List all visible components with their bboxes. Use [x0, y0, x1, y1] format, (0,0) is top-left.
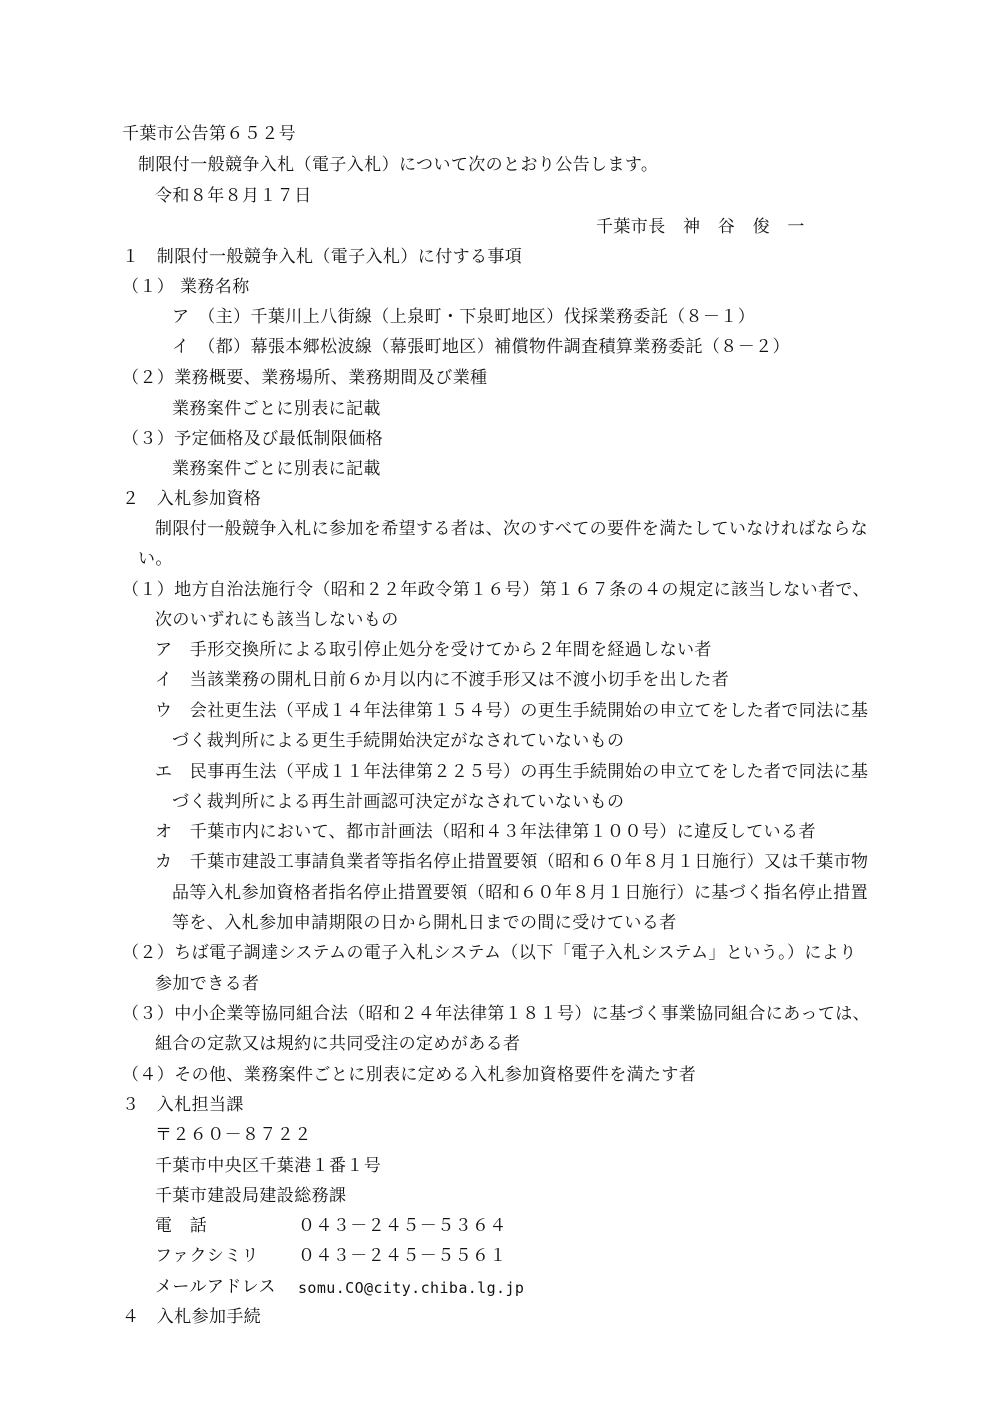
business-name-item-i: イ （都）幕張本郷松波線（幕張町地区）補償物件調査積算業務委託（８－２） [172, 337, 790, 357]
section1-sub2-body: 業務案件ごとに別表に記載 [172, 399, 381, 419]
disqualification-u-line1: ウ 会社更生法（平成１４年法律第１５４号）の更生手続開始の申立てをした者で同法に基 [155, 701, 869, 721]
disqualification-ka-line1: カ 千葉市建設工事請負業者等指名停止措置要領（昭和６０年８月１日施行）又は千葉市物 [155, 852, 869, 872]
section2-heading: ２ 入札参加資格 [122, 489, 262, 509]
phone-label: 電 話 [155, 1216, 208, 1236]
qualification-item2-line1: （２）ちば電子調達システムの電子入札システム（以下「電子入札システム」という。）により [122, 943, 857, 963]
phone-number: ０４３－２４５－５３６４ [298, 1216, 507, 1236]
notice-signatory: 千葉市長 神 谷 俊 一 [596, 217, 805, 237]
notice-lead: 制限付一般競争入札（電子入札）について次のとおり公告します。 [138, 155, 659, 175]
business-name-item-a: ア （主）千葉川上八街線（上泉町・下泉町地区）伐採業務委託（８－１） [172, 307, 756, 327]
qualification-item1-line1: （１）地方自治法施行令（昭和２２年政令第１６号）第１６７条の４の規定に該当しない者で、 [122, 580, 870, 600]
section1-sub2-heading: （２）業務概要、業務場所、業務期間及び業種 [122, 368, 488, 388]
notice-date: 令和８年８月１７日 [155, 186, 312, 206]
fax-number: ０４３－２４５－５５６１ [298, 1246, 507, 1266]
section1-heading: １ 制限付一般競争入札（電子入札）に付する事項 [122, 247, 523, 267]
office-department: 千葉市建設局建設総務課 [155, 1186, 347, 1206]
postal-code: 〒２６０－８７２２ [155, 1125, 312, 1145]
disqualification-e-line1: エ 民事再生法（平成１１年法律第２２５号）の再生手続開始の申立てをした者で同法に基 [155, 762, 869, 782]
office-address: 千葉市中央区千葉港１番１号 [155, 1156, 382, 1176]
email-label: メールアドレス [155, 1277, 276, 1297]
disqualification-u-line2: づく裁判所による更生手続開始決定がなされていないもの [172, 731, 625, 751]
qualification-item4: （４）その他、業務案件ごとに別表に定める入札参加資格要件を満たす者 [122, 1065, 697, 1085]
email-address: somu.CO@city.chiba.lg.jp [298, 1279, 525, 1297]
section4-heading: ４ 入札参加手続 [122, 1307, 262, 1327]
disqualification-a: ア 手形交換所による取引停止処分を受けてから２年間を経過しない者 [155, 640, 712, 660]
qualification-item3-line1: （３）中小企業等協同組合法（昭和２４年法律第１８１号）に基づく事業協同組合にあっては、 [122, 1004, 871, 1024]
disqualification-ka-line3: 等を、入札参加申請期限の日から開札日までの間に受けている者 [172, 913, 677, 933]
section2-intro-line2: い。 [138, 549, 173, 569]
disqualification-o: オ 千葉市内において、都市計画法（昭和４３年法律第１００号）に違反している者 [155, 822, 816, 842]
section1-sub3-heading: （３）予定価格及び最低制限価格 [122, 429, 383, 449]
section1-sub3-body: 業務案件ごとに別表に記載 [172, 459, 381, 479]
disqualification-e-line2: づく裁判所による再生計画認可決定がなされていないもの [172, 792, 625, 812]
section3-heading: ３ 入札担当課 [122, 1095, 244, 1115]
disqualification-ka-line2: 品等入札参加資格者指名停止措置要領（昭和６０年８月１日施行）に基づく指名停止措置 [172, 883, 868, 903]
section2-intro-line1: 制限付一般競争入札に参加を希望する者は、次のすべての要件を満たしていなければならな [155, 519, 869, 539]
qualification-item3-line2: 組合の定款又は規約に共同受注の定めがある者 [155, 1034, 521, 1054]
fax-label: ファクシミリ [155, 1246, 260, 1266]
notice-number: 千葉市公告第６５２号 [122, 124, 296, 144]
qualification-item2-line2: 参加できる者 [155, 974, 260, 994]
qualification-item1-line2: 次のいずれにも該当しないもの [155, 610, 399, 630]
disqualification-i: イ 当該業務の開札日前６か月以内に不渡手形又は不渡小切手を出した者 [155, 670, 730, 690]
section1-sub1-heading: （１） 業務名称 [122, 277, 250, 297]
